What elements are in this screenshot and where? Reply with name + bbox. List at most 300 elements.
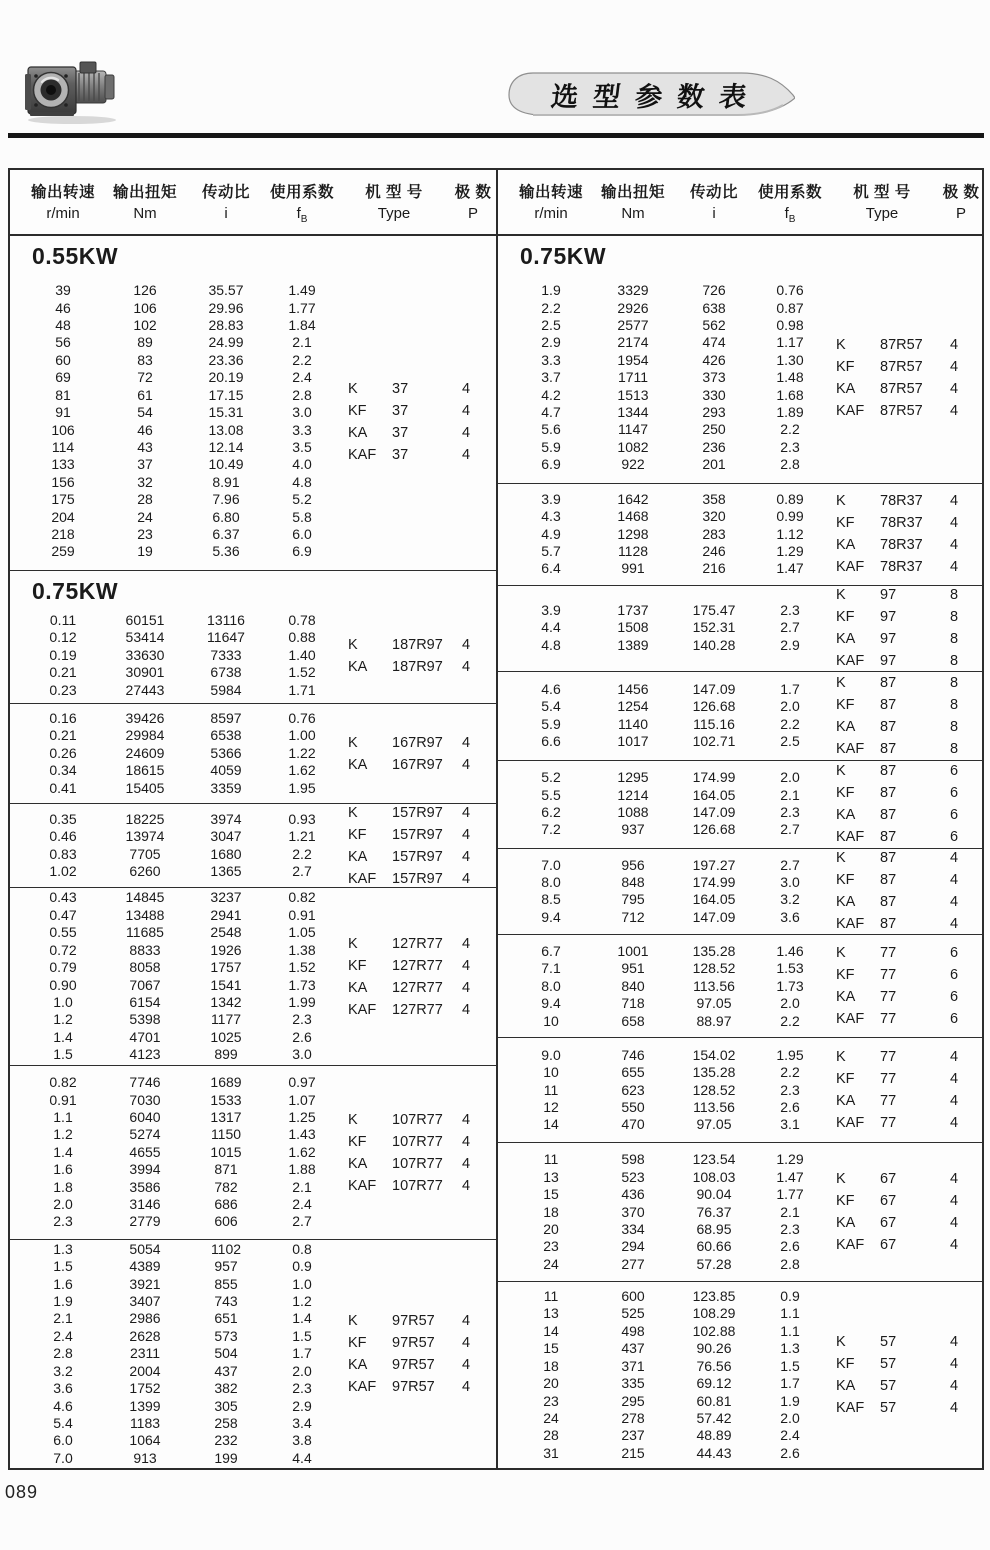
type-row (348, 1109, 496, 1131)
output-torque-value: 1642 (617, 490, 649, 507)
type-size: 97R57 (392, 1379, 435, 1395)
ratio-value: 1533 (210, 1091, 242, 1108)
ratio-value: 474 (702, 334, 726, 351)
type-model: KF (836, 785, 855, 802)
output-speed-value: 12 (543, 1099, 559, 1116)
service-factor-value: 1.53 (776, 960, 804, 977)
table-row (498, 943, 828, 960)
type-row (348, 1332, 496, 1354)
gearmotor-photo (22, 54, 124, 126)
type-model: KAF (348, 1001, 377, 1018)
power-section (498, 1281, 982, 1468)
type-poles: 4 (949, 916, 959, 933)
type-poles: 4 (949, 402, 959, 419)
ratio-value: 437 (214, 1362, 238, 1379)
ratio-value: 6538 (210, 727, 242, 744)
ratio-value: 97.05 (696, 1116, 732, 1133)
section-body (10, 804, 496, 887)
power-section (498, 848, 982, 935)
type-size: 107R77 (392, 1177, 443, 1194)
type-model: KA (836, 380, 856, 397)
table-row (498, 404, 828, 421)
ratio-value: 57.28 (696, 1255, 732, 1272)
type-model: KA (836, 989, 856, 1006)
header-labels-row (498, 180, 982, 202)
type-poles: 4 (461, 1001, 471, 1018)
output-torque-value: 2986 (129, 1310, 161, 1327)
table-row (498, 1256, 828, 1273)
output-speed-value: 10 (543, 1012, 559, 1029)
type-row (836, 378, 982, 400)
table-row (498, 543, 828, 560)
type-size: 187R97 (392, 636, 443, 653)
table-row (10, 745, 340, 762)
header-service-factor-unit (264, 205, 340, 225)
type-list (340, 608, 496, 703)
output-torque-value: 1140 (617, 715, 649, 732)
output-speed-value: 2.5 (541, 316, 561, 333)
output-speed-value: 1.5 (53, 1046, 73, 1063)
ratio-value: 108.03 (692, 1168, 736, 1185)
output-speed-value: 1.0 (53, 993, 73, 1010)
type-size: 77 (880, 945, 897, 962)
type-size: 77 (880, 1093, 897, 1110)
table-row (498, 891, 828, 908)
ratio-value: 113.56 (693, 1099, 735, 1116)
ratio-value: 7333 (210, 646, 242, 663)
service-factor-value: 2.6 (292, 1028, 312, 1045)
type-poles: 4 (461, 957, 471, 974)
type-poles: 4 (461, 935, 471, 952)
table-row (498, 1047, 828, 1064)
output-torque-value: 7030 (129, 1091, 161, 1108)
output-torque-value: 2174 (617, 334, 649, 351)
output-torque-value: 370 (621, 1203, 645, 1220)
output-speed-value: 3.9 (541, 602, 561, 619)
output-speed-value: 8.0 (541, 874, 561, 891)
output-torque-value: 6040 (129, 1108, 161, 1125)
ratio-value: 246 (702, 542, 726, 559)
ratio-value: 2941 (210, 906, 242, 923)
table-row (498, 369, 828, 386)
output-speed-value: 0.41 (49, 779, 77, 796)
type-size: 87 (880, 807, 897, 824)
service-factor-value: 3.5 (292, 438, 312, 455)
output-speed-value: 4.3 (541, 508, 561, 525)
type-poles: 6 (949, 1011, 959, 1028)
table-row (498, 1099, 828, 1116)
ratio-value: 90.26 (696, 1340, 732, 1357)
type-row (836, 1008, 982, 1030)
ratio-value: 8597 (210, 709, 242, 726)
type-model: KF (348, 1133, 367, 1150)
service-factor-value: 2.7 (780, 856, 800, 873)
service-factor-value: 1.0 (292, 1275, 312, 1292)
output-torque-value: 19 (137, 543, 153, 560)
type-poles: 4 (949, 1378, 959, 1395)
service-factor-value: 2.2 (780, 1064, 800, 1081)
type-list (340, 273, 496, 570)
output-speed-value: 7.2 (541, 821, 561, 838)
type-poles: 4 (461, 380, 471, 397)
output-speed-value: 4.6 (53, 1397, 73, 1414)
ratio-value: 15.31 (208, 404, 244, 421)
table-row (498, 1204, 828, 1221)
output-speed-value: 2.0 (53, 1196, 73, 1213)
service-factor-value: 2.3 (292, 1011, 312, 1028)
table-header-right (496, 170, 982, 234)
type-row (836, 782, 982, 804)
ratio-value: 782 (214, 1178, 238, 1195)
ratio-value: 76.56 (696, 1357, 732, 1374)
type-model: KA (836, 1378, 856, 1395)
type-model: KF (836, 1193, 855, 1210)
output-torque-value: 1017 (617, 733, 649, 750)
output-speed-value: 11 (543, 1081, 559, 1098)
output-speed-value: 24 (543, 1409, 559, 1426)
type-model: KAF (836, 1400, 865, 1417)
output-torque-value: 3921 (129, 1275, 161, 1292)
service-factor-value: 4.4 (292, 1449, 312, 1466)
type-poles: 4 (461, 424, 471, 441)
type-size: 78R37 (880, 493, 923, 510)
table-row (10, 1029, 340, 1046)
gearmotor-illustration (22, 54, 124, 126)
table-row (10, 1011, 340, 1028)
ratio-value: 97.05 (696, 995, 732, 1012)
table-row (10, 1450, 340, 1467)
type-size: 78R37 (880, 559, 923, 576)
output-torque-value: 37 (137, 456, 153, 473)
ratio-value: 606 (214, 1213, 238, 1230)
output-speed-value: 3.6 (53, 1380, 73, 1397)
type-row (348, 378, 496, 400)
service-factor-value: 0.9 (292, 1258, 312, 1275)
table-column-left (10, 236, 496, 1468)
output-torque-value: 60151 (125, 611, 165, 628)
table-row (10, 959, 340, 976)
type-row (836, 804, 982, 826)
output-torque-value: 655 (621, 1064, 645, 1081)
table-row (498, 1427, 828, 1444)
type-list (828, 273, 982, 483)
type-list (828, 672, 982, 760)
type-model: KF (836, 515, 855, 532)
data-rows (498, 1282, 828, 1468)
section-body (498, 849, 982, 935)
service-factor-value: 1.30 (776, 351, 804, 368)
ratio-value: 743 (214, 1293, 238, 1310)
service-factor-value: 0.91 (288, 906, 316, 923)
output-torque-value: 746 (621, 1046, 645, 1063)
type-poles: 8 (949, 609, 959, 626)
output-torque-value: 334 (621, 1220, 645, 1237)
ratio-value: 5366 (210, 744, 242, 761)
output-torque-value: 1147 (617, 421, 649, 438)
service-factor-value: 1.4 (292, 1310, 312, 1327)
service-factor-value: 1.49 (288, 282, 316, 299)
output-torque-value: 61 (137, 386, 153, 403)
type-list (340, 704, 496, 803)
output-speed-value: 3.7 (541, 369, 561, 386)
type-poles: 4 (461, 804, 471, 821)
header-poles-unit: P (955, 204, 966, 222)
table-row (10, 1276, 340, 1293)
service-factor-value: 1.52 (288, 959, 316, 976)
service-factor-value: 1.95 (288, 779, 316, 796)
output-speed-value: 1.9 (53, 1293, 73, 1310)
type-poles: 4 (461, 1313, 471, 1329)
type-poles: 6 (949, 829, 959, 846)
service-factor-value: 0.99 (776, 508, 804, 525)
service-factor-value: 3.0 (292, 1046, 312, 1063)
output-torque-value: 8833 (129, 941, 161, 958)
ratio-value: 128.52 (692, 1081, 736, 1098)
output-torque-value: 3146 (129, 1196, 161, 1213)
ratio-value: 4059 (210, 762, 242, 779)
table-row (498, 1445, 828, 1462)
table-row (10, 1363, 340, 1380)
service-factor-value: 1.62 (288, 762, 316, 779)
output-speed-value: 2.4 (53, 1327, 73, 1344)
output-speed-value: 6.7 (541, 942, 561, 959)
type-size: 157R97 (392, 848, 443, 865)
section-body (10, 1066, 496, 1239)
output-speed-value: 7.0 (541, 856, 561, 873)
output-speed-value: 0.12 (49, 629, 77, 646)
output-speed-value: 15 (543, 1340, 559, 1357)
table-row (498, 804, 828, 821)
output-speed-value: 4.2 (541, 386, 561, 403)
output-speed-value: 13 (543, 1305, 559, 1322)
output-torque-value: 1737 (617, 602, 649, 619)
ratio-value: 174.99 (692, 874, 736, 891)
ratio-value: 6.37 (212, 525, 240, 542)
service-factor-value: 1.43 (288, 1126, 316, 1143)
service-factor-value: 1.12 (776, 525, 804, 542)
type-size: 77 (880, 1071, 897, 1088)
output-speed-value: 4.8 (541, 636, 561, 653)
ratio-value: 115.16 (693, 715, 735, 732)
power-section (10, 887, 496, 1065)
output-speed-value: 6.9 (541, 456, 561, 473)
type-poles: 6 (949, 967, 959, 984)
power-section (10, 703, 496, 803)
output-speed-value: 14 (543, 1116, 559, 1133)
header-output-torque-unit: Nm (621, 204, 645, 222)
table-header (10, 170, 982, 236)
output-torque-value: 6154 (129, 993, 161, 1010)
type-model: KAF (836, 402, 865, 419)
type-model: K (348, 380, 358, 397)
table-row (10, 543, 340, 560)
output-speed-value: 1.3 (53, 1240, 73, 1257)
ratio-value: 2548 (210, 924, 242, 941)
type-row (348, 1131, 496, 1153)
type-row (836, 1375, 982, 1397)
unit-main: f (296, 204, 301, 222)
table-row (498, 909, 828, 926)
ratio-value: 3237 (210, 889, 242, 906)
ratio-value: 232 (214, 1432, 238, 1449)
ratio-value: 1680 (210, 845, 242, 862)
service-factor-value: 0.88 (288, 629, 316, 646)
type-model: K (836, 1049, 846, 1066)
output-speed-value: 3.2 (53, 1362, 73, 1379)
table-row (498, 1238, 828, 1255)
output-speed-value: 7.0 (53, 1449, 73, 1466)
type-poles: 4 (949, 1071, 959, 1088)
ratio-value: 5.36 (212, 543, 240, 560)
output-torque-value: 72 (137, 369, 153, 386)
service-factor-value: 1.46 (776, 942, 804, 959)
service-factor-value: 2.8 (780, 1255, 800, 1272)
type-list (828, 849, 982, 935)
table-row (498, 1116, 828, 1133)
type-model: K (348, 935, 358, 952)
service-factor-value: 2.2 (780, 1012, 800, 1029)
output-speed-value: 6.0 (53, 1432, 73, 1449)
service-factor-value: 0.8 (292, 1240, 312, 1257)
type-poles: 4 (949, 358, 959, 375)
ratio-value: 726 (702, 282, 726, 299)
section-body (498, 761, 982, 848)
output-speed-value: 1.4 (53, 1143, 73, 1160)
type-list (340, 1240, 496, 1468)
table-row (498, 787, 828, 804)
output-torque-value: 8058 (129, 959, 161, 976)
output-speed-value: 0.72 (49, 941, 77, 958)
section-body (498, 586, 982, 671)
service-factor-value: 2.2 (292, 351, 312, 368)
output-torque-value: 2926 (617, 299, 649, 316)
unit-subscript: B (300, 213, 308, 225)
type-poles: 4 (949, 493, 959, 510)
type-row (348, 1354, 496, 1376)
type-row (348, 1175, 496, 1197)
type-model: KAF (836, 1011, 865, 1028)
type-row (348, 422, 496, 444)
ratio-value: 293 (702, 404, 726, 420)
type-poles: 8 (949, 718, 959, 735)
ratio-value: 152.31 (692, 619, 736, 636)
table-row (498, 1013, 828, 1030)
type-model: K (836, 763, 846, 780)
table-row (10, 387, 340, 404)
header-model-unit: Type (377, 204, 411, 222)
service-factor-value: 2.3 (292, 1380, 312, 1397)
type-model: KA (348, 756, 368, 773)
type-poles: 8 (949, 696, 959, 713)
type-poles: 4 (461, 826, 471, 843)
type-size: 87 (880, 872, 897, 889)
service-factor-value: 2.1 (780, 786, 800, 803)
power-section (10, 236, 496, 570)
ratio-value: 3974 (210, 810, 242, 827)
section-body (10, 1240, 496, 1468)
type-size: 57 (880, 1400, 897, 1417)
type-model: KA (348, 979, 368, 996)
output-torque-value: 1183 (129, 1414, 161, 1431)
output-torque-value: 83 (137, 351, 153, 368)
output-torque-value: 956 (621, 856, 645, 873)
type-list (340, 1066, 496, 1239)
table-row (10, 300, 340, 317)
type-list (340, 888, 496, 1065)
output-torque-value: 1508 (617, 619, 649, 636)
output-speed-value: 1.02 (49, 862, 77, 879)
ratio-value: 1102 (210, 1240, 242, 1257)
type-row (836, 1112, 982, 1134)
table-row (10, 439, 340, 456)
ratio-value: 28.83 (208, 317, 244, 334)
ratio-value: 258 (214, 1414, 238, 1431)
output-speed-value: 91 (55, 404, 71, 421)
output-torque-value: 18615 (125, 762, 165, 779)
service-factor-value: 1.95 (776, 1046, 804, 1063)
service-factor-value: 2.7 (292, 1213, 312, 1230)
ratio-value: 123.85 (692, 1288, 736, 1305)
type-size: 127R77 (392, 957, 443, 974)
service-factor-value: 3.0 (292, 404, 312, 421)
type-size: 127R77 (392, 979, 443, 996)
output-speed-value: 0.35 (49, 810, 77, 827)
type-poles: 4 (461, 1111, 471, 1128)
service-factor-value: 2.0 (780, 769, 800, 786)
type-model: KAF (836, 740, 865, 757)
service-factor-value: 1.73 (776, 977, 804, 994)
header-ratio-label: 传动比 (689, 183, 738, 201)
data-rows (10, 804, 340, 887)
ratio-value: 126.68 (692, 698, 736, 715)
ratio-value: 216 (702, 560, 726, 577)
type-size: 187R97 (392, 658, 443, 675)
section-body (10, 273, 496, 570)
ratio-value: 201 (702, 456, 726, 473)
table-row (498, 1064, 828, 1081)
type-poles: 4 (461, 1177, 471, 1194)
data-rows (10, 704, 340, 803)
output-torque-value: 2628 (129, 1327, 161, 1344)
output-speed-value: 0.83 (49, 845, 77, 862)
type-row (836, 848, 982, 870)
table-row (10, 924, 340, 941)
type-model: K (348, 804, 358, 821)
service-factor-value: 1.7 (780, 680, 800, 697)
ratio-value: 69.12 (696, 1375, 732, 1392)
output-speed-value: 24 (543, 1255, 559, 1272)
type-row (836, 891, 982, 913)
output-torque-value: 7705 (129, 845, 161, 862)
service-factor-value: 2.5 (780, 733, 800, 750)
service-factor-value: 2.1 (780, 1203, 800, 1220)
type-list (828, 935, 982, 1037)
service-factor-value: 2.7 (780, 619, 800, 636)
service-factor-value: 1.88 (288, 1161, 316, 1178)
service-factor-value: 2.9 (292, 1397, 312, 1414)
header-rule (8, 133, 984, 138)
table-row (498, 526, 828, 543)
output-speed-value: 5.2 (541, 769, 561, 786)
table-row (498, 821, 828, 838)
output-torque-value: 600 (621, 1288, 645, 1305)
output-speed-value: 0.23 (49, 681, 77, 698)
type-model: K (836, 1171, 846, 1188)
table-row (10, 1293, 340, 1310)
ratio-value: 573 (214, 1327, 238, 1344)
service-factor-value: 2.3 (780, 1081, 800, 1098)
type-model: KF (836, 609, 855, 626)
